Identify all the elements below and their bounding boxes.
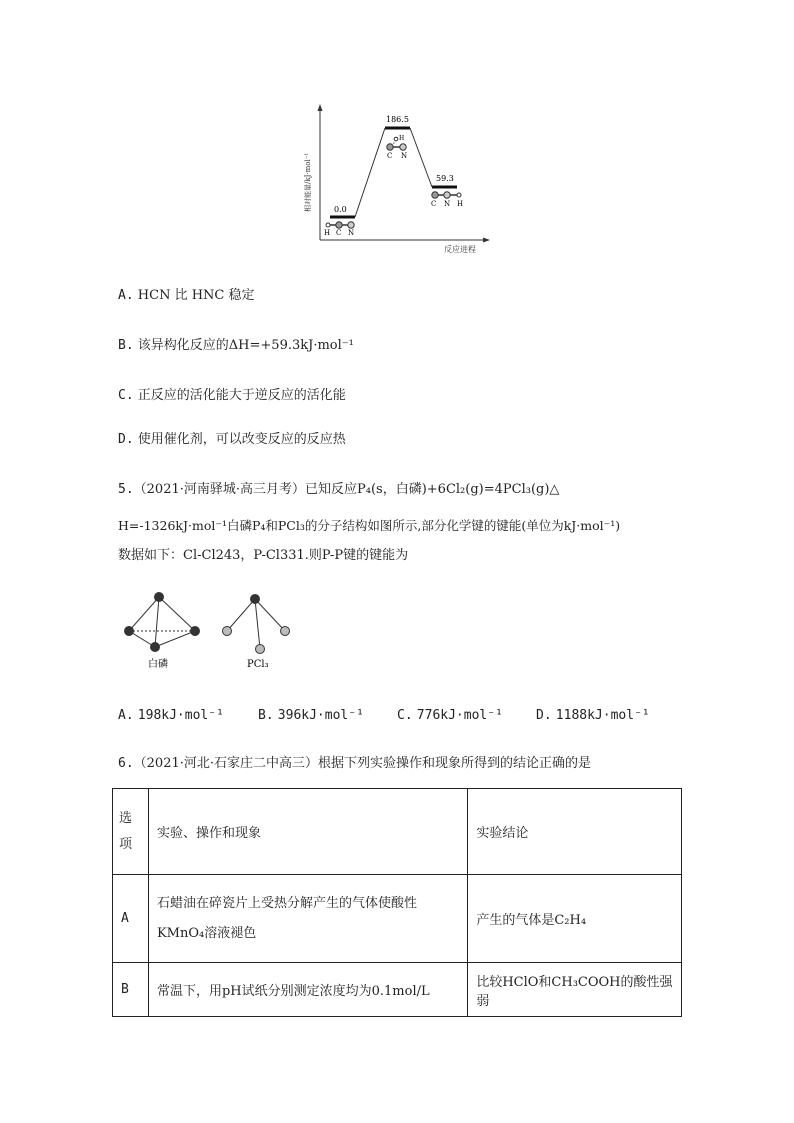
option-label: A. — [118, 288, 134, 303]
header-option: 选项 — [113, 789, 149, 875]
question-number: 6. — [118, 756, 134, 771]
molecule-structure-figure — [115, 585, 300, 675]
question-source: （2021·河北·石家庄二中高三） — [133, 756, 319, 771]
option-label: A. — [118, 708, 134, 723]
atom-label: N — [444, 200, 451, 208]
option-label: C. — [397, 708, 413, 723]
figure-label-p4: 白磷 — [148, 659, 168, 670]
row-conclusion: 比较HClO和CH₃COOH的酸性强弱 — [468, 963, 682, 1017]
q5-option-a[interactable] — [118, 708, 224, 723]
row-operation: 常温下，用pH试纸分别测定浓度均为0.1mol/L — [148, 963, 467, 1017]
atom-label: N — [401, 152, 408, 160]
level-value-hcn: 0.0 — [334, 205, 347, 214]
q5-option-b[interactable] — [258, 708, 364, 723]
atom-label: C — [336, 229, 342, 237]
x-axis-label: 反应进程 — [444, 245, 476, 254]
option-text: 使用催化剂，可以改变反应的反应热 — [137, 432, 346, 447]
question-source: （2021·河南驿城·高三月考） — [133, 482, 306, 497]
option-text: 1188kJ·mol⁻¹ — [555, 708, 650, 723]
q4-option-b[interactable] — [118, 334, 354, 353]
header-operation: 实验、操作和现象 — [148, 789, 467, 875]
option-text: HCN 比 HNC 稳定 — [137, 288, 255, 303]
option-label: C. — [118, 388, 134, 403]
molecule-hnc — [431, 192, 463, 208]
y-axis-label: 相对能量/kJ·mol⁻¹ — [304, 152, 312, 212]
option-text: 正反应的活化能大于逆反应的活化能 — [137, 388, 346, 403]
option-label: B. — [258, 708, 274, 723]
atom-label: H — [399, 135, 405, 142]
option-text: 396kJ·mol⁻¹ — [277, 708, 364, 723]
question-text: 根据下列实验操作和现象所得到的结论正确的是 — [318, 756, 592, 771]
atom-label: H — [457, 200, 464, 208]
atom-label: H — [324, 229, 331, 237]
atom-label: C — [431, 200, 437, 208]
level-value-ts: 186.5 — [386, 115, 409, 124]
row-option: B — [113, 963, 149, 1017]
atom-label: N — [348, 229, 355, 237]
path-up — [355, 128, 385, 217]
row-conclusion: 产生的气体是C₂H₄ — [468, 875, 682, 963]
question-text: 数据如下：Cl-Cl243，P-Cl331.则P-P键的键能为 — [118, 548, 409, 563]
q6-table — [112, 788, 682, 1017]
option-label: B. — [118, 338, 134, 353]
molecule-ts — [387, 135, 407, 160]
molecule-hcn — [324, 222, 354, 237]
level-value-hnc: 59.3 — [436, 174, 454, 183]
q5-stem-line-2 — [118, 516, 620, 534]
q6-stem — [118, 752, 591, 771]
figure-label-pcl3: PCl₃ — [247, 659, 269, 670]
row-operation: 石蜡油在碎瓷片上受热分解产生的气体使酸性KMnO₄溶液褪色 — [148, 875, 467, 963]
question-number: 5. — [118, 482, 134, 497]
q4-option-d[interactable] — [118, 428, 346, 447]
q5-stem-line-1 — [118, 478, 559, 497]
y-axis-arrow — [318, 104, 323, 111]
row-option: A — [113, 875, 149, 963]
question-text: 已知反应P₄(s，白磷)+6Cl₂(g)=4PCl₃(g)△ — [305, 482, 560, 497]
q5-stem-line-3 — [118, 544, 408, 563]
energy-diagram — [300, 100, 500, 260]
header-conclusion: 实验结论 — [468, 789, 682, 875]
option-text: 776kJ·mol⁻¹ — [416, 708, 503, 723]
q4-option-a[interactable] — [118, 284, 255, 303]
q5-option-d[interactable] — [536, 708, 650, 723]
atom-label: C — [387, 152, 393, 160]
table-row — [113, 963, 682, 1017]
table-row — [113, 875, 682, 963]
q4-option-c[interactable] — [118, 384, 346, 403]
table-header-row — [113, 789, 682, 875]
option-text: 198kJ·mol⁻¹ — [137, 708, 224, 723]
path-down — [410, 128, 432, 187]
option-text: 该异构化反应的ΔH=+59.3kJ·mol⁻¹ — [137, 338, 354, 353]
q5-option-c[interactable] — [397, 708, 503, 723]
option-label: D. — [118, 432, 134, 447]
p4-tetrahedron — [124, 592, 200, 652]
option-label: D. — [536, 708, 552, 723]
pcl3-molecule — [223, 594, 290, 654]
question-text: H=-1326kJ·mol⁻¹白磷P₄和PCl₃的分子结构如图所示,部分化学键的键能(单位为kJ·mol⁻¹) — [118, 518, 621, 533]
x-axis-arrow — [483, 238, 490, 243]
